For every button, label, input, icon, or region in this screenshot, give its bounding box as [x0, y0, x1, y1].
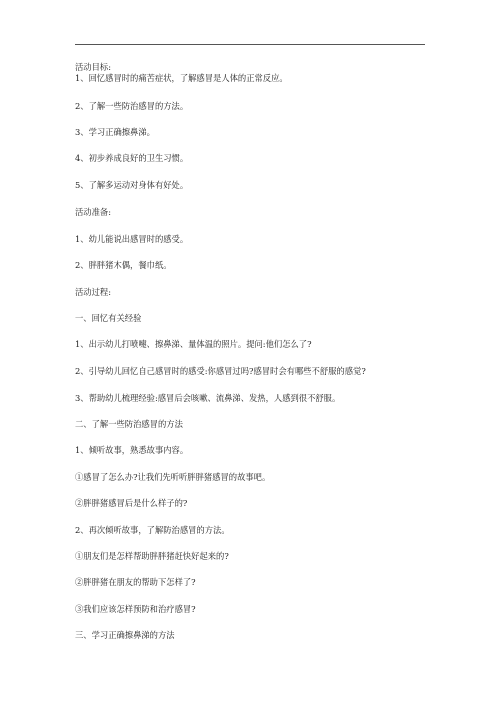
process-part-2-heading: 二、了解一些防治感冒的方法 — [75, 419, 183, 429]
goal-item-1: 1、回忆感冒时的痛苦症状，了解感冒是人体的正常反应。 — [75, 73, 288, 83]
goal-item-2: 2、了解一些防治感冒的方法。 — [75, 101, 189, 111]
process-part-2-step-1-sub-2: ②胖胖猪感冒后是什么样子的? — [75, 498, 188, 508]
preparation-item-2: 2、胖胖猪木偶，餐巾纸。 — [75, 260, 172, 270]
process-part-2-step-2-sub-2: ②胖胖猪在朋友的帮助下怎样了? — [75, 577, 196, 587]
preparation-item-1: 1、幼儿能说出感冒时的感受。 — [75, 234, 189, 244]
process-part-2-step-2-sub-1: ①朋友们是怎样帮助胖胖猪赶快好起来的? — [75, 551, 229, 561]
goal-item-4: 4、初步养成良好的卫生习惯。 — [75, 153, 189, 163]
process-part-1-step-2: 2、引导幼儿回忆自己感冒时的感受:你感冒过吗?感冒时会有哪些不舒服的感觉? — [75, 366, 366, 376]
header-rule — [75, 44, 425, 45]
process-part-1-step-3: 3、帮助幼儿梳理经验:感冒后会咳嗽、流鼻涕、发热，人感到很不舒服。 — [75, 393, 341, 403]
section-heading-goals: 活动目标: — [75, 62, 111, 72]
process-part-2-step-2-sub-3: ③我们应该怎样预防和治疗感冒? — [75, 604, 196, 614]
goal-item-3: 3、学习正确擦鼻涕。 — [75, 127, 155, 137]
process-part-2-step-1-sub-1: ①感冒了怎么办?让我们先听听胖胖猪感冒的故事吧。 — [75, 472, 271, 482]
process-part-2-step-2: 2、再次倾听故事，了解防治感冒的方法。 — [75, 525, 230, 535]
section-heading-preparation: 活动准备: — [75, 207, 111, 217]
process-part-3-heading: 三、学习正确擦鼻涕的方法 — [75, 630, 175, 640]
process-part-1-step-1: 1、出示幼儿打喷嚏、擦鼻涕、量体温的照片。提问:他们怎么了? — [75, 339, 312, 349]
section-heading-process: 活动过程: — [75, 287, 111, 297]
process-part-1-heading: 一、回忆有关经验 — [75, 313, 142, 323]
goal-item-5: 5、了解多运动对身体有好处。 — [75, 180, 189, 190]
process-part-2-step-1: 1、倾听故事，熟悉故事内容。 — [75, 445, 189, 455]
